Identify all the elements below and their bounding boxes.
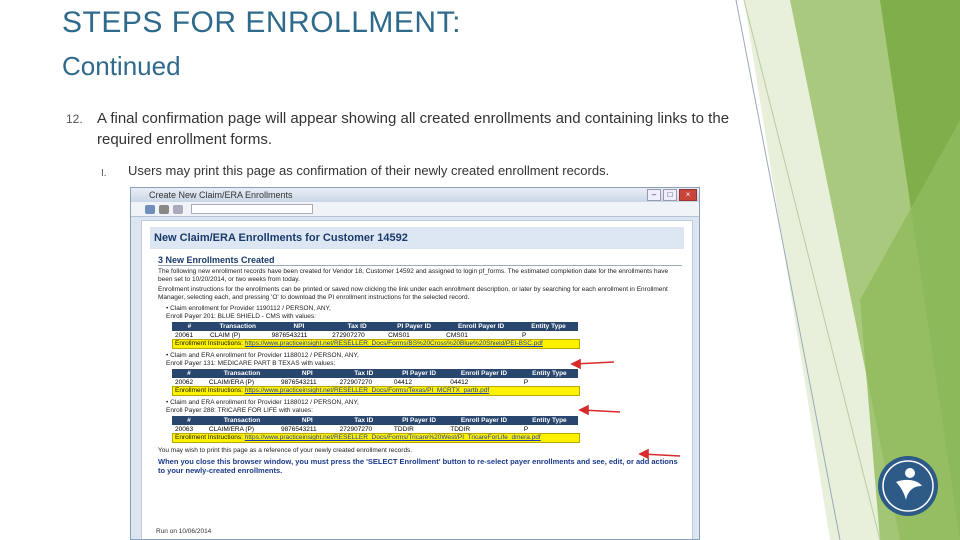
enrollment-desc: • Claim enrollment for Provider 1190112 / PERSON, ANY, Enroll Payer 201: BLUE SHIELD - CMS with values:: [166, 305, 331, 320]
enrollment-desc-line2: Enroll Payer 288: TRICARE FOR LIFE with values:: [166, 407, 313, 414]
window-title: Create New Claim/ERA Enrollments: [149, 190, 293, 200]
enrollment-desc-line2: Enroll Payer 201: BLUE SHIELD - CMS with values:: [166, 313, 316, 320]
enrollment-instructions: [172, 433, 580, 443]
column-header: Tax ID: [337, 369, 391, 378]
arrow-2-head: [580, 406, 588, 414]
column-header: Enroll Payer ID: [443, 322, 519, 331]
enrollment-desc: • Claim and ERA enrollment for Provider 1188012 / PERSON, ANY, Enroll Payer 288: TRICARE FOR LIFE with values:: [166, 399, 359, 414]
intro-text: The following new enrollment records have been created for Vendor 18, Customer 14592 and assigned to login pf_forms. The estimated completion date for the enrollments have been set to 10/20/2014, or two weeks from today.: [158, 268, 669, 283]
minimize-button[interactable]: –: [647, 189, 661, 201]
column-header: Tax ID: [337, 416, 391, 425]
instructions-text: Enrollment instructions for the enrollments can be printed or saved now clicking the link under each enrollment description, or later by searching for each enrollment in Enrollment Manager, selecting each, and pressing 'O' to download the PI enrollment instructions for the selected record.: [158, 286, 668, 301]
column-header: Tax ID: [329, 322, 385, 331]
sub-text: Users may print this page as confirmation of their newly created enrollment records.: [128, 163, 610, 178]
page-header: New Claim/ERA Enrollments for Customer 14592: [150, 227, 684, 249]
sub-marker: I.: [101, 168, 107, 179]
slide-subtitle: Continued: [62, 51, 181, 81]
table-cell: 272907270: [339, 378, 373, 386]
run-on-date: Run on 10/06/2014: [156, 528, 212, 535]
column-header: Transaction: [207, 322, 269, 331]
table-cell: CMS01: [388, 331, 410, 339]
table-row: [172, 425, 578, 433]
table-cell: 9876543211: [271, 331, 308, 339]
column-header: PI Payer ID: [391, 369, 447, 378]
page-icon[interactable]: [173, 205, 183, 214]
table-cell: CLAIM (P): [209, 331, 241, 339]
enrollment-table: [172, 322, 578, 339]
window-titlebar: [131, 188, 699, 202]
enrollment-table: [172, 416, 578, 433]
table-header-row: [172, 416, 578, 425]
table-row: [172, 331, 578, 339]
column-header: NPI: [269, 322, 330, 331]
table-cell: 04412: [393, 378, 412, 386]
column-header: Enroll Payer ID: [447, 369, 521, 378]
table-cell: 20061: [175, 331, 194, 339]
column-header: #: [172, 416, 206, 425]
column-header: Transaction: [206, 416, 278, 425]
enrollment-block: [142, 305, 692, 349]
arrow-3-head: [640, 450, 648, 458]
arrow-1-head: [572, 360, 580, 368]
callout-arrows: [560, 350, 690, 470]
table-cell: 272907270: [339, 425, 373, 433]
table-cell: P: [523, 425, 529, 433]
enrollment-desc: • Claim and ERA enrollment for Provider 1188012 / PERSON, ANY, Enroll Payer 131: MEDICARE PART B TEXAS with values:: [166, 352, 359, 367]
column-header: PI Payer ID: [391, 416, 447, 425]
item-number: 12.: [66, 112, 83, 126]
close-message: When you close this browser window, you must press the 'SELECT Enrollment' button to re-select payer enrollments and see, edit, or add actions to your newly-created enrollments.: [158, 457, 678, 475]
item-text: A final confirmation page will appear showing all created enrollments and containing links to the required enrollment forms.: [97, 110, 730, 148]
enrollment-desc-line2: Enroll Payer 131: MEDICARE PART B TEXAS with values:: [166, 360, 336, 367]
instructions-label: Enrollment Instructions:: [175, 434, 243, 441]
column-header: Entity Type: [521, 369, 578, 378]
section-title: 3 New Enrollments Created: [158, 255, 682, 266]
column-header: Entity Type: [519, 322, 578, 331]
slide-title: STEPS FOR ENROLLMENT:: [62, 6, 461, 39]
instructions-label: Enrollment Instructions:: [175, 387, 243, 394]
table-cell: 9876543211: [280, 425, 317, 433]
enrollment-desc-line1: Claim and ERA enrollment for Provider 1188012 / PERSON, ANY,: [170, 352, 359, 359]
table-cell: 9876543211: [280, 378, 317, 386]
enrollment-desc-line1: Claim enrollment for Provider 1190112 / PERSON, ANY,: [170, 305, 331, 312]
print-icon[interactable]: [159, 205, 169, 214]
column-header: NPI: [278, 369, 337, 378]
column-header: #: [172, 322, 207, 331]
column-header: Transaction: [206, 369, 278, 378]
maximize-button[interactable]: □: [663, 189, 677, 201]
instructions-link[interactable]: https://www.practiceinsight.net/RESELLER_Docs/Forms/BS%20Cross%20Blue%20Shield/PEI-BSC.pdf: [244, 340, 543, 347]
instructions-label: Enrollment Instructions:: [175, 340, 243, 347]
back-icon[interactable]: [145, 205, 155, 214]
table-cell: CMS01: [446, 331, 468, 339]
enrollment-instructions: [172, 339, 580, 349]
column-header: Entity Type: [521, 416, 578, 425]
enrollment-instructions: [172, 386, 580, 396]
table-cell: 04412: [450, 378, 469, 386]
table-cell: P: [523, 378, 529, 386]
table-cell: TDDIR: [450, 425, 471, 433]
print-note: You may wish to print this page as a reference of your newly created enrollment records.: [158, 447, 413, 454]
table-cell: 272907270: [332, 331, 365, 339]
company-logo: [878, 456, 938, 516]
table-cell: 20063: [175, 425, 194, 433]
enrollment-desc-line1: Claim and ERA enrollment for Provider 1188012 / PERSON, ANY,: [170, 399, 359, 406]
column-header: NPI: [278, 416, 337, 425]
instructions-link[interactable]: https://www.practiceinsight.net/RESELLER_Docs/Forms/Texas/PI_MCRTX_partb.pdf: [244, 387, 490, 394]
table-row: [172, 378, 578, 386]
enrollment-table: [172, 369, 578, 386]
column-header: #: [172, 369, 206, 378]
window-toolbar: [131, 202, 699, 217]
table-cell: CLAIM/ERA (P): [208, 425, 255, 433]
instructions-link[interactable]: https://www.practiceinsight.net/RESELLER_Docs/Forms/Tricare%20West/PI_TricareForLife_dmera.pdf: [244, 434, 541, 441]
address-bar[interactable]: [191, 204, 313, 214]
table-cell: CLAIM/ERA (P): [208, 378, 255, 386]
table-header-row: [172, 322, 578, 331]
table-cell: P: [522, 331, 527, 339]
close-button[interactable]: ×: [679, 189, 697, 201]
column-header: PI Payer ID: [385, 322, 443, 331]
table-cell: TDDIR: [393, 425, 414, 433]
table-header-row: [172, 369, 578, 378]
table-cell: 20062: [175, 378, 194, 386]
column-header: Enroll Payer ID: [447, 416, 521, 425]
